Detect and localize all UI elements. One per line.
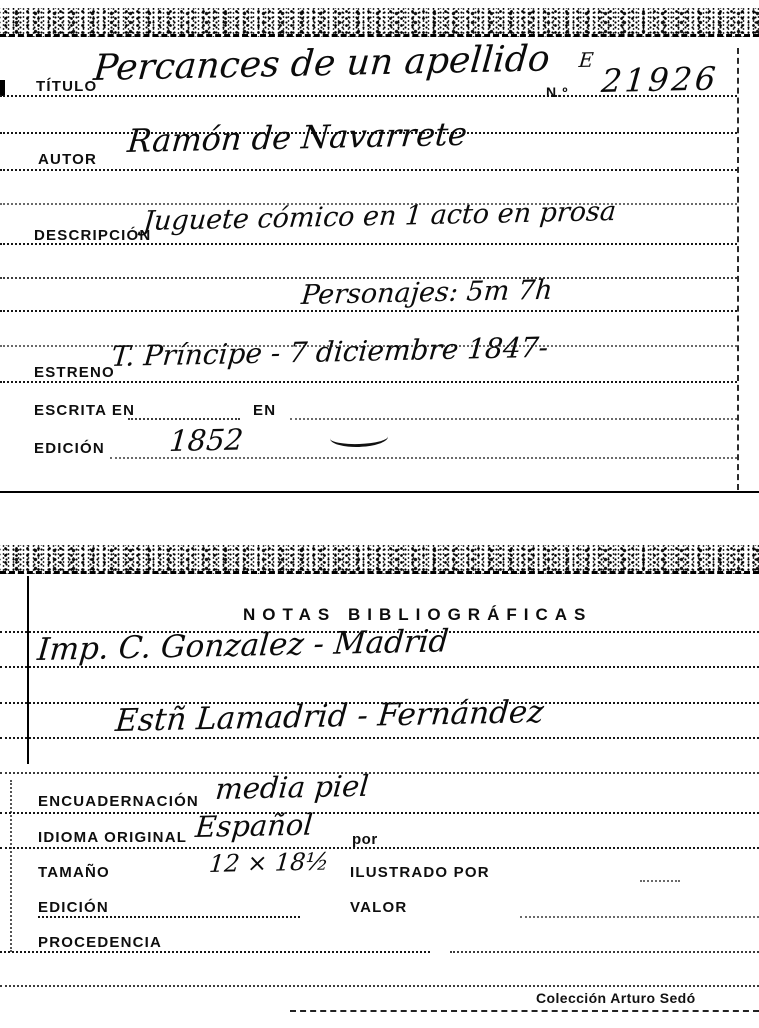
estreno-handwritten-value: T. Príncipe - 7 diciembre 1847- [110, 330, 550, 373]
encuadernacion-label: ENCUADERNACIÓN [38, 793, 199, 810]
rule-encuadernacion [0, 812, 759, 814]
titulo-label: TÍTULO [36, 78, 98, 95]
numero-handwritten-value: 21926 [600, 59, 720, 100]
ilustrado-por-label: ILUSTRADO POR [350, 864, 490, 881]
rule-escrita-en [128, 418, 240, 420]
edicion-handwritten-value: 1852 [168, 422, 245, 458]
card-top-bottom-border [0, 491, 759, 493]
estreno-label: ESTRENO [34, 364, 115, 381]
en-label: EN [253, 402, 277, 419]
tamano-handwritten-value: 12 × 18½ [208, 847, 331, 878]
rule-note4 [0, 772, 759, 774]
rule-tamano-right [640, 880, 680, 882]
rule-valor-right [520, 916, 759, 918]
scan-noise-band-top [0, 8, 759, 37]
left-edge-mark [0, 80, 5, 96]
collection-credit: Colección Arturo Sedó [536, 990, 696, 1006]
rule-autor [0, 169, 737, 171]
nota-estudio-handwritten: Estñ Lamadrid - Fernández [114, 693, 546, 739]
edicion-bottom-label: EDICIÓN [38, 899, 109, 916]
handwritten-squiggle [330, 427, 389, 448]
rule-en [290, 418, 737, 420]
rule-descripcion [0, 243, 737, 245]
rule-personajes [0, 310, 737, 312]
autor-handwritten-value: Ramón de Navarrete [126, 114, 469, 160]
rule-procedencia [0, 951, 430, 953]
notas-bibliograficas-header: NOTAS BIBLIOGRÁFICAS [243, 605, 593, 624]
numero-label: N.º [546, 84, 569, 100]
rule-idioma [0, 847, 759, 849]
rule-estreno [0, 381, 737, 383]
rule-procedencia-right [450, 951, 759, 953]
rule-bottom [0, 985, 759, 987]
idioma-original-label: IDIOMA ORIGINAL [38, 829, 188, 846]
descripcion-handwritten-value: Juguete cómico en 1 acto en prosa [142, 196, 618, 237]
procedencia-label: PROCEDENCIA [38, 934, 163, 951]
titulo-handwritten-value: Percances de un apellido [92, 38, 552, 89]
rule-edicion [110, 457, 737, 459]
valor-label: VALOR [350, 899, 408, 916]
edicion-top-label: EDICIÓN [34, 440, 105, 457]
nota-imprenta-handwritten: Imp. C. Gonzalez - Madrid [36, 623, 451, 668]
rule-edicion-left [38, 916, 300, 918]
idioma-handwritten-value: Español [194, 807, 315, 844]
rule-note3 [0, 737, 759, 739]
encuadernacion-handwritten-value: media piel [214, 768, 371, 806]
bottom-dashed-line [290, 1010, 759, 1012]
card-left-edge-line [27, 576, 29, 764]
numero-series-letter: E [578, 47, 595, 72]
descripcion-label: DESCRIPCIÓN [34, 227, 152, 244]
card-left-edge-dotted [10, 780, 12, 952]
autor-label: AUTOR [38, 151, 98, 168]
card-right-edge-line [737, 48, 739, 490]
personajes-handwritten-note: Personajes: 5m 7h [300, 274, 554, 311]
escrita-en-label: ESCRITA EN [34, 402, 136, 419]
tamano-label: TAMAÑO [38, 864, 110, 881]
scan-noise-band-bottom [0, 545, 759, 574]
rule-note1 [0, 666, 759, 668]
por-label: por [352, 831, 378, 848]
